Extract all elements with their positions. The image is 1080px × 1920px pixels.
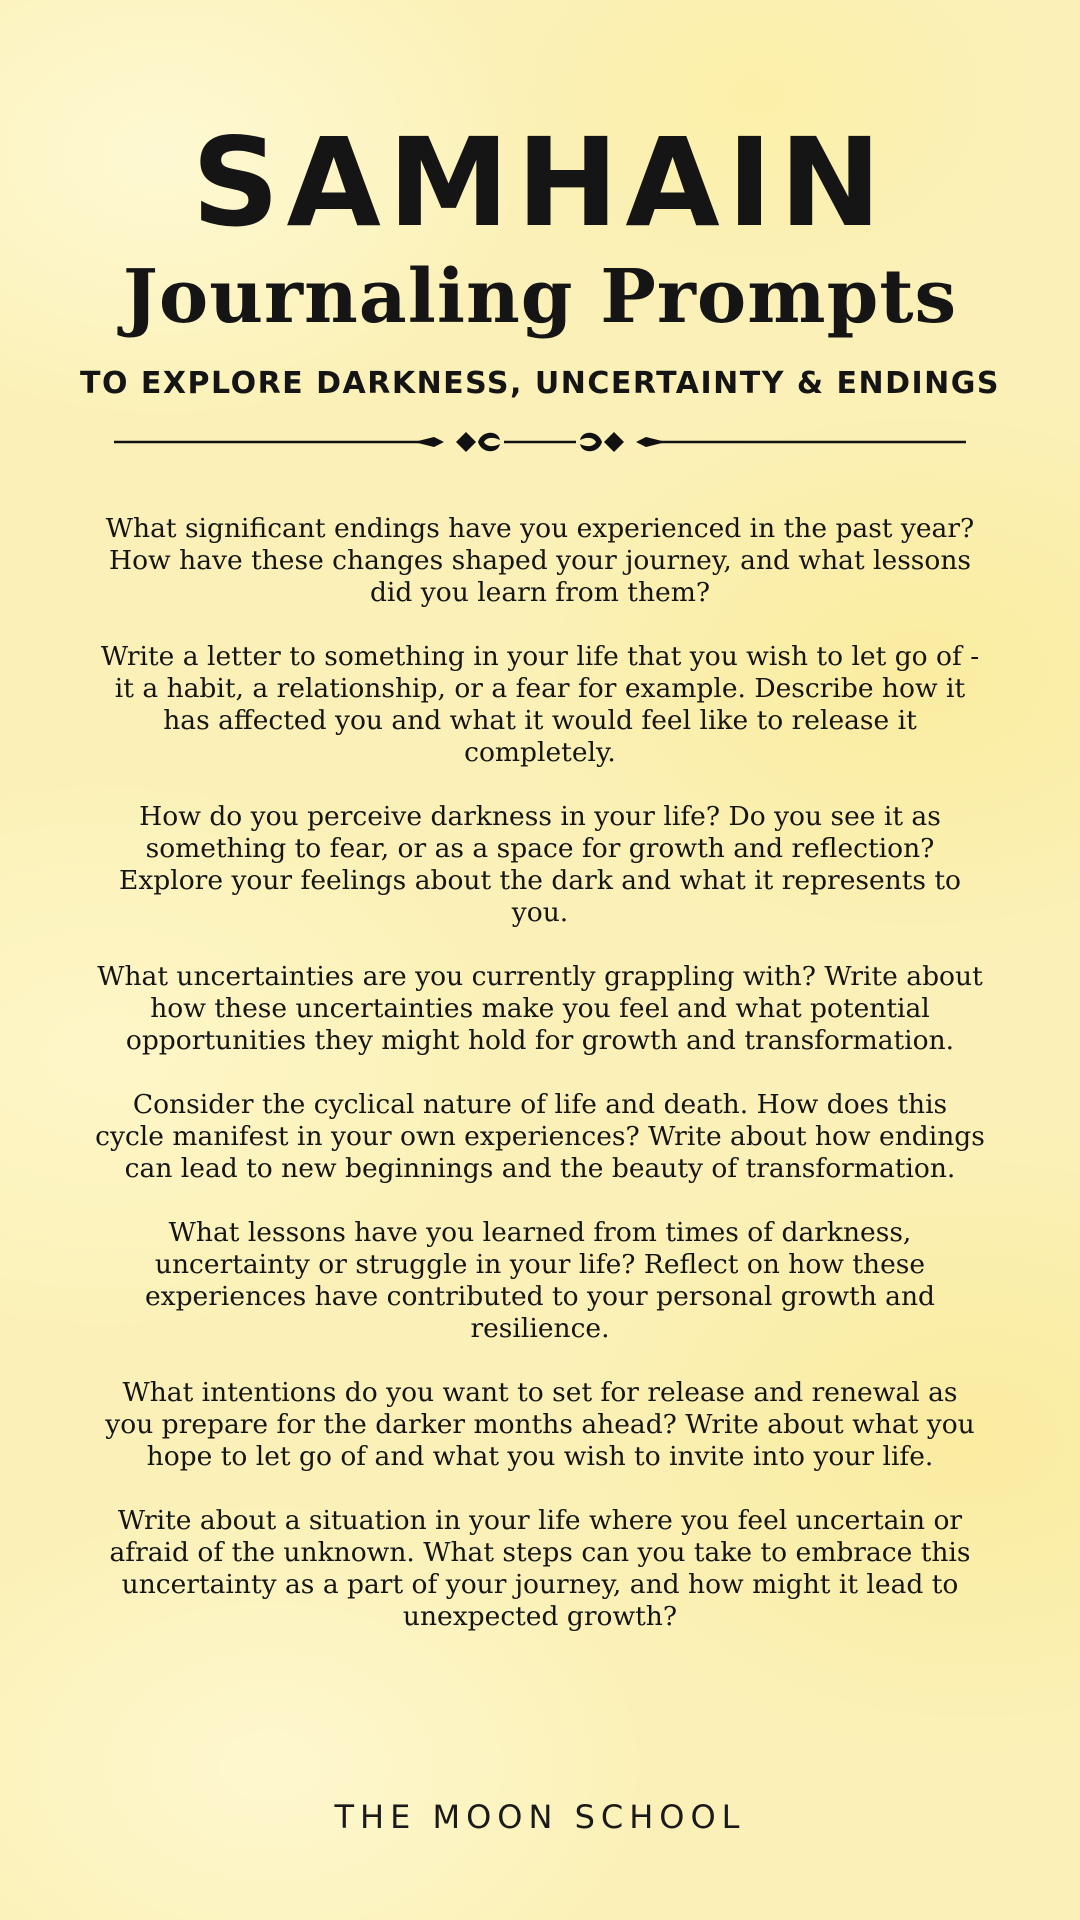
prompt-item: Write a letter to something in your life that you wish to let go of - it a habit, a relationship, or a fear for example. Describe how it has affected you and what it would feel like to release it completely. (100, 641, 980, 768)
page-title: SAMHAIN (191, 112, 889, 254)
divider-diamond-left (456, 432, 476, 452)
prompt-item: How do you perceive darkness in your life? Do you see it as something to fear, or as a space for growth and reflection? Explore your feelings about the dark and what it represents to you. (118, 801, 962, 928)
divider-scroll-right (580, 433, 602, 452)
prompt-item: Consider the cyclical nature of life and death. How does this cycle manifest in your own experiences? Write about how endings can lead to new beginnings and the beauty of transformation. (95, 1089, 985, 1184)
page-tagline: TO EXPLORE DARKNESS, UNCERTAINTY & ENDINGS (80, 366, 1000, 401)
prompt-item: What significant endings have you experienced in the past year? How have these changes shaped your journey, and what lessons did you learn from them? (105, 513, 975, 608)
prompt-item: What lessons have you learned from times of darkness, uncertainty or struggle in your life? Reflect on how these experiences have contributed to your personal growth and resilience. (144, 1217, 936, 1344)
divider-tip-left (414, 437, 444, 447)
brand-footer: THE MOON SCHOOL (334, 1798, 746, 1836)
prompt-item: What uncertainties are you currently grappling with? Write about how these uncertainties make you feel and what potential opportunities they might hold for growth and transformation. (97, 961, 983, 1056)
page-subtitle: Journaling Prompts (122, 254, 958, 340)
ornamental-divider (114, 424, 966, 460)
divider-diamond-right (604, 432, 624, 452)
prompt-item: Write about a situation in your life where you feel uncertain or afraid of the unknown. What steps can you take to embrace this uncertainty as a part of your journey, and how might it lead to unexpected growth? (109, 1505, 971, 1632)
divider-scroll-left (478, 433, 500, 452)
prompt-list (95, 513, 985, 1665)
prompt-item: What intentions do you want to set for release and renewal as you prepare for the darker months ahead? Write about what you hope to let go of and what you wish to invite into your life. (105, 1377, 975, 1472)
